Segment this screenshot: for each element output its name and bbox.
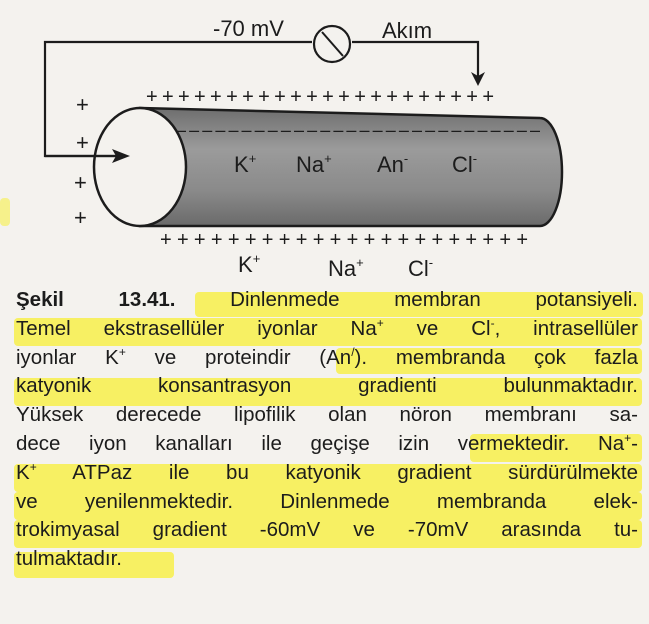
left-plus-2: + bbox=[76, 130, 89, 155]
caption-line-5: Yüksek derecede lipofilik olan nöron membranı sa- bbox=[16, 403, 638, 427]
inside-ion-an: An- bbox=[377, 151, 409, 177]
caption-line-2: Temel ekstrasellüler iyonlar Na+ ve Cl-, intrasellüler bbox=[16, 315, 638, 340]
outside-ion-na: Na+ bbox=[328, 255, 364, 281]
figure-caption bbox=[16, 286, 638, 574]
inside-ion-k: K+ bbox=[234, 151, 257, 177]
outside-ion-k: K+ bbox=[238, 251, 261, 277]
left-plus-4: + bbox=[74, 205, 87, 230]
caption-label: Şekil 13.41. bbox=[16, 288, 176, 311]
inner-minus-row: – – – – – – – – – – – – – – – – – – – – – – – – – – – – bbox=[176, 120, 540, 140]
caption-line-1: Şekil 13.41. Dinlenmede membran potansiyeli. bbox=[16, 288, 639, 311]
caption-line-10: tulmaktadır. bbox=[16, 547, 122, 571]
voltmeter-icon bbox=[314, 26, 350, 62]
caption-line-4: katyonik konsantrasyon gradienti bulunmaktadır. bbox=[16, 374, 638, 398]
voltmeter-label: -70 mV bbox=[213, 16, 284, 41]
membrane-potential-figure bbox=[0, 0, 649, 285]
caption-line-7: K+ ATPaz ile bu katyonik gradient sürdürülmekte bbox=[16, 459, 638, 484]
left-plus-1: + bbox=[76, 92, 89, 117]
caption-line-6: dece iyon kanalları ile geçişe izin vermektedir. Na+- bbox=[16, 431, 638, 455]
caption-line-3: iyonlar K+ ve proteindir (An/). membranda çok fazla bbox=[16, 344, 638, 369]
current-label: Akım bbox=[382, 18, 433, 43]
left-plus-3: + bbox=[74, 170, 87, 195]
caption-line-8: ve yenilenmektedir. Dinlenmede membranda elek- bbox=[16, 489, 638, 513]
outer-top-plus-row: + + + + + + + + + + + + + + + + + + + + + + bbox=[146, 86, 494, 108]
inside-ion-cl: Cl- bbox=[452, 151, 478, 177]
caption-line-9: trokimyasal gradient -60mV ve -70mV arasında tu- bbox=[16, 518, 638, 542]
outer-bottom-plus-row: + + + + + + + + + + + + + + + + + + + + + + bbox=[160, 229, 528, 251]
inside-ion-na: Na+ bbox=[296, 151, 332, 177]
outside-ion-cl: Cl- bbox=[408, 255, 434, 281]
